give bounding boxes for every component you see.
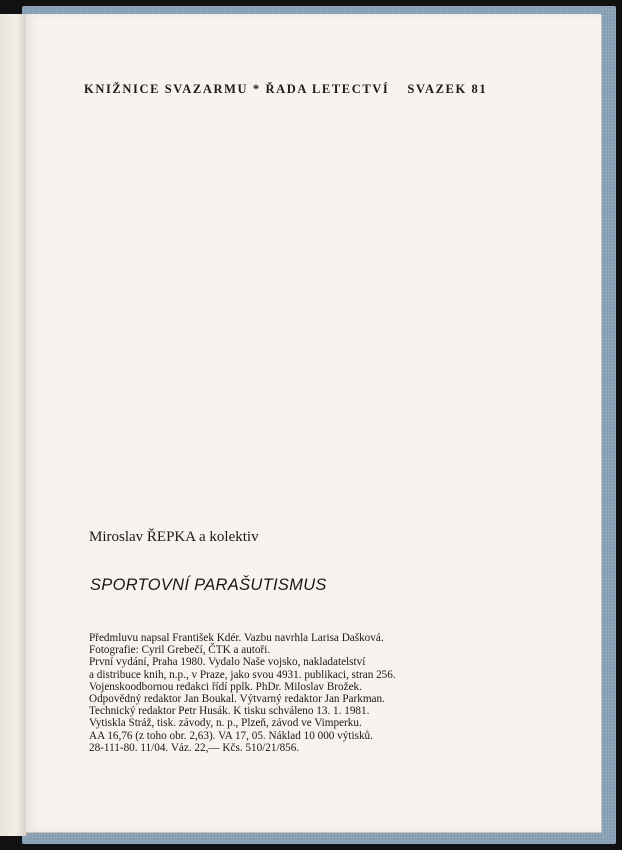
facing-page-edge bbox=[0, 14, 27, 836]
series-name: KNIŽNICE SVAZARMU * ŘADA LETECTVÍ bbox=[84, 82, 390, 96]
title-verso-page bbox=[26, 14, 601, 832]
colophon-line: Vojenskoodbornou redakci řídí pplk. PhDr. Miloslav Brožek. bbox=[89, 680, 362, 693]
colophon-line: Předmluvu napsal František Kdér. Vazbu navrhla Larisa Dašková. bbox=[89, 632, 384, 644]
colophon bbox=[89, 632, 509, 754]
book-author: Miroslav ŘEPKA a kolektiv bbox=[89, 529, 259, 545]
colophon-line: Technický redaktor Petr Husák. K tisku schváleno 13. 1. 1981. bbox=[89, 705, 370, 718]
series-header bbox=[84, 82, 564, 97]
book-title: SPORTOVNÍ PARAŠUTISMUS bbox=[90, 576, 327, 594]
colophon-line: 28-111-80. 11/04. Váz. 22,— Kčs. 510/21/856. bbox=[89, 741, 300, 754]
colophon-line: AA 16,76 (z toho obr. 2,63). VA 17, 05. Náklad 10 000 výtisků. bbox=[89, 729, 373, 742]
volume-number: SVAZEK 81 bbox=[407, 82, 488, 96]
colophon-line: Vytiskla Stráž, tisk. závody, n. p., Plzeň, závod ve Vimperku. bbox=[89, 717, 362, 730]
colophon-line: a distribuce knih, n.p., v Praze, jako svou 4931. publikaci, stran 256. bbox=[89, 668, 396, 681]
colophon-line: Odpovědný redaktor Jan Boukal. Výtvarný redaktor Jan Parkman. bbox=[89, 693, 385, 706]
colophon-line: Fotografie: Cyril Grebečí, ČTK a autoři. bbox=[89, 644, 271, 657]
colophon-line: První vydání, Praha 1980. Vydalo Naše vojsko, nakladatelství bbox=[89, 656, 366, 669]
